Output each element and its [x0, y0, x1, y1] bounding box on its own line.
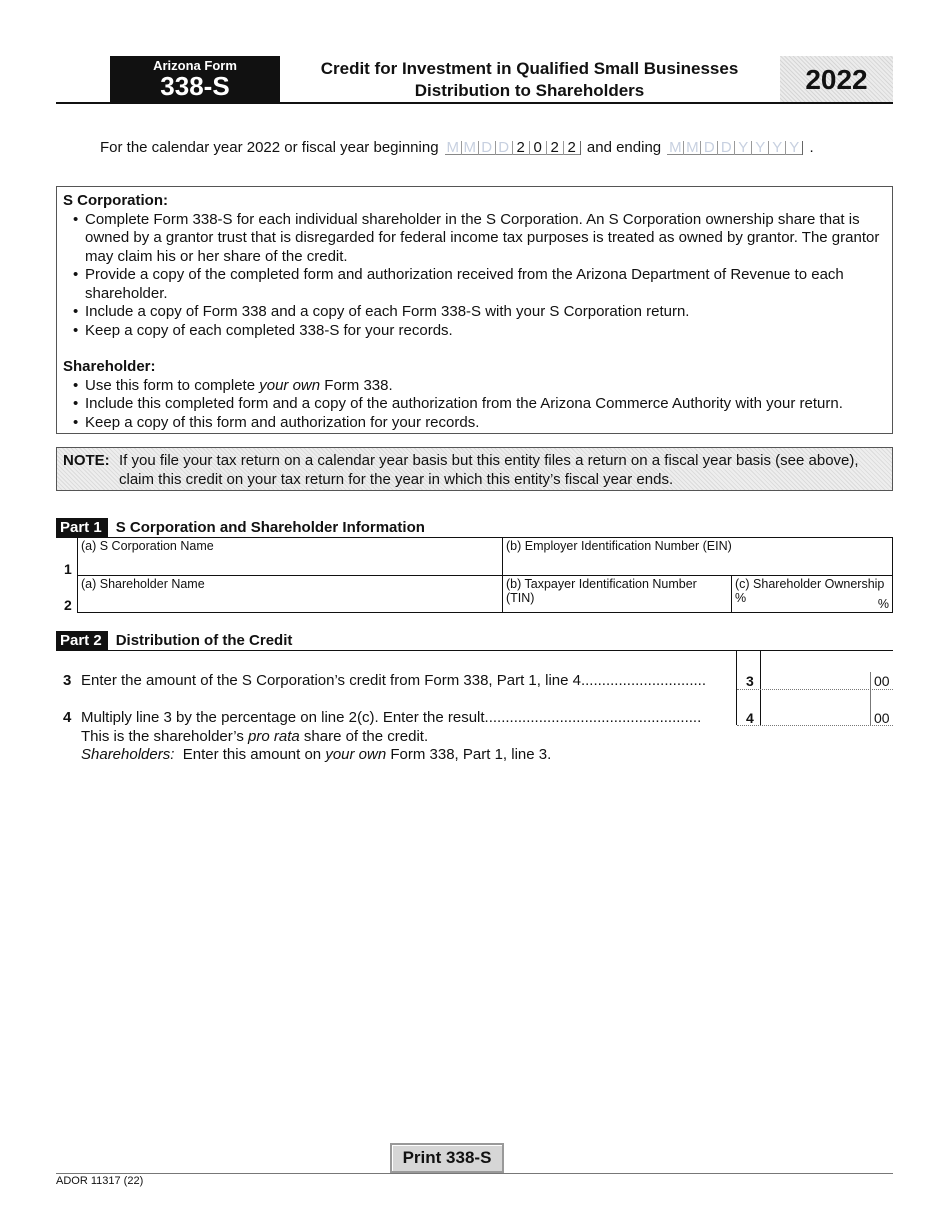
instructions-box [56, 186, 893, 434]
percent-sign: % [877, 597, 889, 611]
note-label: NOTE: [63, 452, 110, 469]
field-label: (a) Shareholder Name [81, 577, 205, 591]
end-char: Y [752, 141, 769, 155]
ein-field[interactable] [502, 537, 893, 576]
line-4-text: Multiply line 3 by the percentage on line 2(c). Enter the result.................................................... [81, 709, 702, 726]
fiscal-begin-input[interactable] [445, 139, 581, 155]
form-title [282, 58, 777, 102]
line-4-amount-input[interactable] [761, 707, 870, 725]
begin-char: M [445, 141, 462, 155]
end-char: D [718, 141, 735, 155]
shareholder-name-field[interactable] [77, 575, 503, 613]
end-char: M [667, 141, 684, 155]
field-label: (b) Employer Identification Number (EIN) [506, 539, 732, 553]
line-3-amount-input[interactable] [761, 671, 870, 689]
part1-title: S Corporation and Shareholder Information [115, 519, 425, 536]
form-title-line2: Distribution to Shareholders [414, 81, 645, 100]
begin-char: 0 [530, 141, 547, 155]
line-3-text: Enter the amount of the S Corporation’s credit from Form 338, Part 1, line 4.............................. [81, 672, 706, 689]
end-char: Y [735, 141, 752, 155]
line-number: 4 [63, 709, 72, 726]
line-4-note2: Shareholders: Enter this amount on your own Form 338, Part 1, line 3. [81, 746, 552, 763]
part1-tag: Part 1 [56, 518, 108, 537]
print-button[interactable]: Print 338-S [390, 1143, 504, 1173]
list-item: • Keep a copy of each completed 338-S for your records. [63, 322, 886, 341]
list-item: • Include this completed form and a copy of the authorization from the Arizona Commerce Authority with your return. [63, 395, 886, 414]
part2-title: Distribution of the Credit [115, 632, 293, 649]
fiscal-end-input[interactable] [667, 139, 803, 155]
begin-char: M [462, 141, 479, 155]
part2-header [56, 632, 292, 649]
note-line2: claim this credit on your tax return for the year in which this entity’s fiscal year ends. [119, 471, 674, 488]
end-char: D [701, 141, 718, 155]
part1-header [56, 519, 425, 536]
form-title-line1: Credit for Investment in Qualified Small Businesses [320, 59, 739, 78]
footer-rule [56, 1173, 893, 1174]
field-label: (c) Shareholder Ownership % [735, 577, 885, 605]
line-3 [63, 672, 706, 689]
shareholder-list [63, 377, 886, 433]
line-number: 3 [63, 672, 72, 689]
part2-rule [56, 650, 893, 651]
end-char: Y [786, 141, 803, 155]
end-char: M [684, 141, 701, 155]
list-item: • Include a copy of Form 338 and a copy of each Form 338-S with your S Corporation return. [63, 303, 886, 322]
part2-tag: Part 2 [56, 631, 108, 650]
line-box-number: 4 [746, 710, 754, 726]
line-number: 2 [64, 597, 72, 613]
form-label: Arizona Form [153, 58, 237, 73]
note-line1: If you file your tax return on a calendar year basis but this entity files a return on a fiscal year basis (see above), [119, 452, 859, 469]
form-number-block [110, 56, 280, 103]
line-number: 1 [64, 561, 72, 577]
list-item: • Keep a copy of this form and authorization for your records. [63, 414, 886, 433]
s-corp-heading: S Corporation: [63, 192, 168, 209]
field-label: (a) S Corporation Name [81, 539, 214, 553]
field-label: (b) Taxpayer Identification Number (TIN) [506, 577, 697, 605]
form-code: ADOR 11317 (22) [56, 1175, 144, 1187]
year-prefix: For the calendar year 2022 or fiscal year beginning [100, 139, 439, 156]
list-item: • Use this form to complete your own Form 338. [63, 377, 886, 396]
year-suffix: . [809, 139, 814, 156]
begin-char: D [496, 141, 513, 155]
year-middle: and ending [586, 139, 662, 156]
ownership-percent-field[interactable] [731, 575, 893, 613]
line-box-number: 3 [746, 673, 754, 689]
begin-char: 2 [513, 141, 530, 155]
begin-char: D [479, 141, 496, 155]
end-char: Y [769, 141, 786, 155]
line-4-note1: This is the shareholder’s pro rata share of the credit. [81, 728, 429, 745]
begin-char: 2 [564, 141, 581, 155]
tax-year-line [100, 139, 814, 156]
list-item: • Provide a copy of the completed form and authorization received from the Arizona Department of Revenue to each shareholder. [63, 266, 886, 303]
s-corp-list [63, 211, 886, 341]
note-box [56, 447, 893, 491]
form-number: 338-S [160, 71, 230, 101]
form-year: 2022 [780, 56, 893, 103]
list-item: • Complete Form 338-S for each individual shareholder in the S Corporation. An S Corporation ownership share that is owned by a grantor trust that is disregarded for federal income tax purposes is treated as owned by grantor. The grantor may claim his or her share of the credit. [63, 211, 886, 267]
s-corp-name-field[interactable] [77, 537, 503, 576]
header-rule [56, 102, 893, 104]
shareholder-heading: Shareholder: [63, 358, 156, 375]
begin-char: 2 [547, 141, 564, 155]
line-4 [63, 709, 701, 726]
tin-field[interactable] [502, 575, 732, 613]
line-4-cents: 00 [874, 710, 890, 726]
line-3-cents: 00 [874, 673, 890, 689]
